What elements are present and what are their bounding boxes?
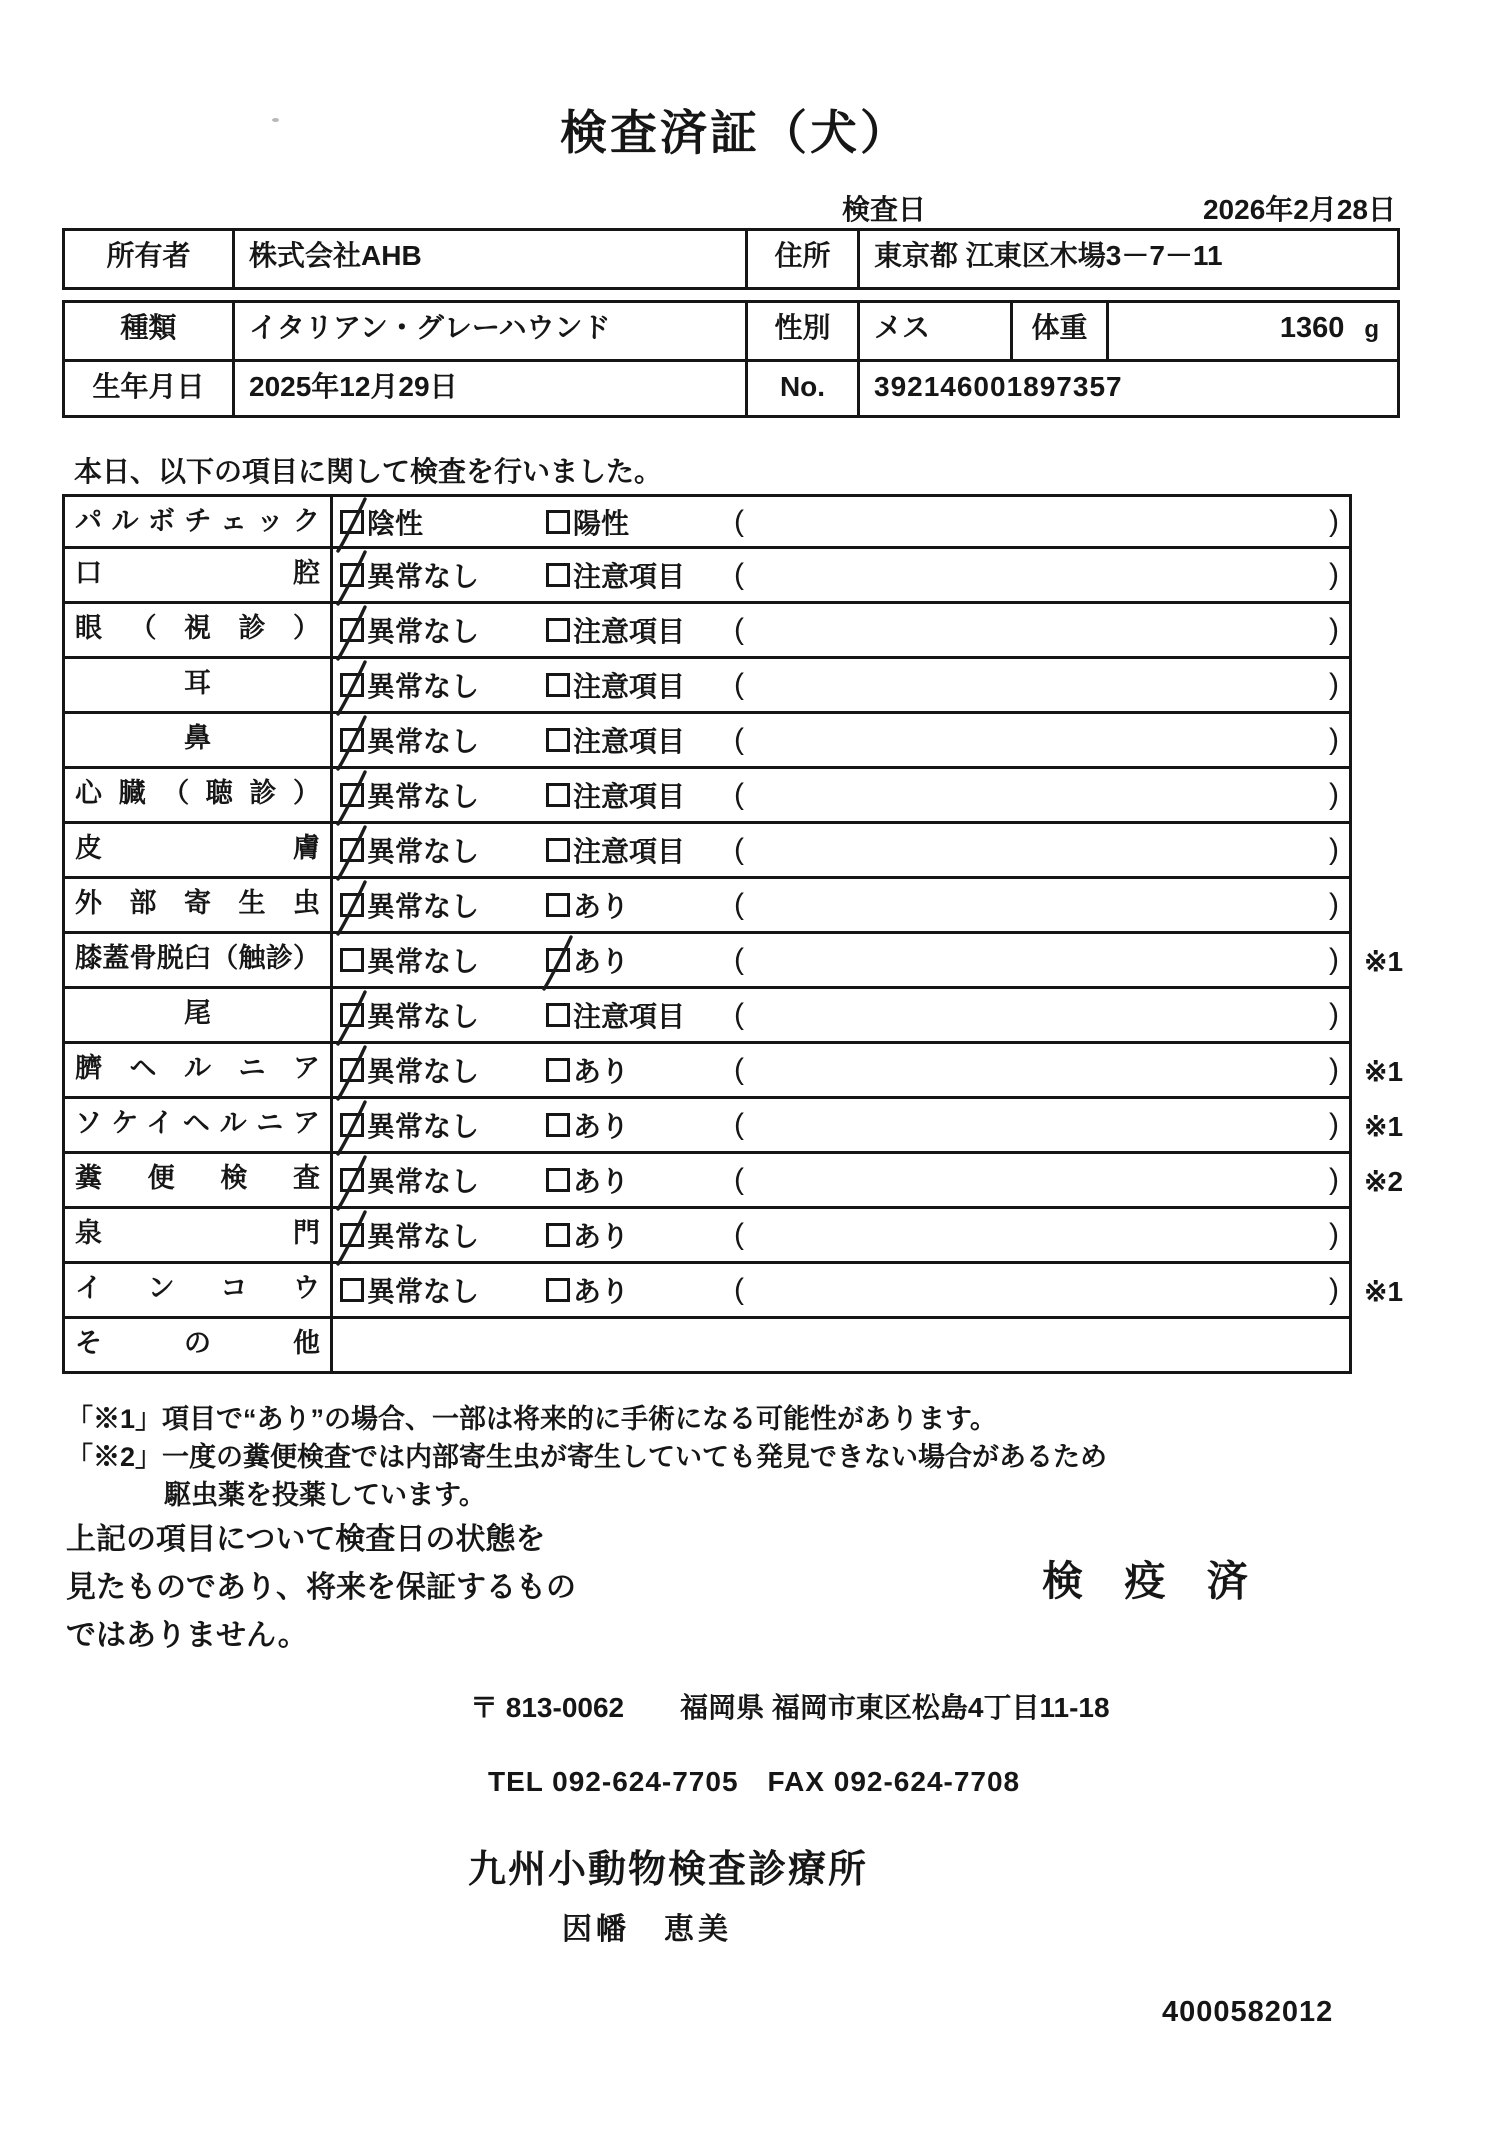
- open-paren: (: [734, 504, 744, 538]
- weight-value-cell: [1109, 303, 1397, 359]
- intro-sentence: 本日、以下の項目に関して検査を行いました。: [74, 456, 663, 487]
- checkbox-option-2: [546, 1003, 570, 1027]
- handwritten-check-mark: [335, 879, 369, 937]
- checklist-option-1: [340, 995, 546, 1035]
- row-footnote-marker: ※1: [1364, 1111, 1404, 1142]
- checklist-option-1: [340, 775, 546, 815]
- sex-value: メス: [860, 303, 1013, 359]
- row-footnote-marker: [1352, 824, 1434, 879]
- checklist-row: [62, 1319, 1434, 1374]
- checklist-item-label: 膝蓋骨脱臼（触診）: [65, 934, 333, 986]
- close-paren: ): [1329, 558, 1339, 591]
- checklist-option-2-label: あり: [573, 1276, 630, 1307]
- checkbox-option-1: [340, 1058, 364, 1082]
- remarks-field: [734, 613, 1349, 647]
- checklist-option-2-label: 注意項目: [573, 561, 686, 592]
- checklist-row: [62, 1099, 1434, 1154]
- checkbox-option-1: [340, 1003, 364, 1027]
- remarks-field: [734, 1273, 1349, 1307]
- open-paren: (: [734, 833, 744, 866]
- checklist-row: [62, 604, 1434, 659]
- open-paren: (: [734, 613, 744, 646]
- inspection-date-label: 検査日: [842, 194, 927, 225]
- checklist-row: [62, 1209, 1434, 1264]
- checkbox-option-2: [546, 783, 570, 807]
- close-paren: ): [1329, 1108, 1339, 1141]
- checkbox-option-1: [340, 618, 364, 642]
- row-footnote-marker: ※1: [1364, 946, 1404, 977]
- owner-address-label: 住所: [748, 231, 860, 287]
- handwritten-check-mark: [335, 714, 369, 772]
- checklist-row: [62, 934, 1434, 989]
- checklist-option-2: [546, 555, 734, 595]
- close-paren: ): [1329, 778, 1339, 811]
- birth-date-value: 2025年12月29日: [235, 362, 748, 415]
- clinic-name: 九州小動物検査診療所: [468, 1849, 869, 1891]
- checklist-option-2: [546, 665, 734, 705]
- close-paren: ): [1329, 833, 1339, 866]
- checklist-option-2-label: あり: [573, 1111, 630, 1142]
- checklist-item-label: ソケイヘルニア: [65, 1099, 333, 1151]
- checklist-option-1-label: 異常なし: [367, 836, 480, 867]
- close-paren: ): [1329, 1053, 1339, 1086]
- remarks-field: [734, 723, 1349, 757]
- handwritten-check-mark: [335, 659, 369, 717]
- birth-date-label: 生年月日: [65, 362, 235, 415]
- checklist-option-1: [340, 830, 546, 870]
- checklist-item-label: パルボチェック: [65, 497, 333, 546]
- checklist-option-2: [546, 995, 734, 1035]
- row-footnote-marker: [1352, 714, 1434, 769]
- checklist-item-label: インコウ: [65, 1264, 333, 1316]
- remarks-field: [734, 1218, 1349, 1252]
- checklist-option-2-label: あり: [573, 891, 630, 922]
- open-paren: (: [734, 723, 744, 756]
- open-paren: (: [734, 1218, 744, 1251]
- checklist-table: [62, 494, 1434, 1374]
- checkbox-option-2: [546, 838, 570, 862]
- close-paren: ): [1329, 504, 1339, 538]
- close-paren: ): [1329, 613, 1339, 646]
- checklist-row: [62, 549, 1434, 604]
- handwritten-check-mark: [541, 934, 575, 992]
- disclaimer-line-2: 見たものであり、将来を保証するもの: [66, 1571, 576, 1604]
- disclaimer-line-3: ではありません。: [66, 1619, 308, 1652]
- open-paren: (: [734, 943, 744, 976]
- checklist-row: [62, 1044, 1434, 1099]
- checklist-item-label: 眼（視診）: [65, 604, 333, 656]
- checklist-item-label: 鼻: [65, 714, 333, 766]
- checkbox-option-2: [546, 893, 570, 917]
- checklist-row: [62, 824, 1434, 879]
- close-paren: ): [1329, 668, 1339, 701]
- row-footnote-marker: [1352, 1209, 1434, 1264]
- checkbox-option-2: [546, 1168, 570, 1192]
- row-footnote-marker: [1352, 549, 1434, 604]
- checkbox-option-1: [340, 1223, 364, 1247]
- checkbox-option-1: [340, 948, 364, 972]
- checklist-option-1-label: 異常なし: [367, 726, 480, 757]
- remarks-field: [734, 778, 1349, 812]
- checklist-option-2-label: あり: [573, 946, 630, 977]
- registration-no-value: 392146001897357: [874, 371, 1123, 402]
- checkbox-option-1: [340, 673, 364, 697]
- owner-table: [62, 228, 1400, 290]
- checkbox-option-1: [340, 838, 364, 862]
- checklist-option-2-label: 注意項目: [573, 726, 686, 757]
- checklist-option-1: [340, 665, 546, 705]
- owner-address-value: 東京都 江東区木場3－7－11: [874, 240, 1223, 271]
- checklist-option-2: [546, 775, 734, 815]
- row-footnote-marker: [1352, 494, 1434, 549]
- checklist-option-1-label: 異常なし: [367, 1221, 480, 1252]
- close-paren: ): [1329, 1163, 1339, 1196]
- handwritten-check-mark: [335, 824, 369, 882]
- remarks-field: [734, 558, 1349, 592]
- handwritten-check-mark: [335, 1044, 369, 1102]
- checkbox-option-1: [340, 563, 364, 587]
- checklist-option-1-label: 異常なし: [367, 1276, 480, 1307]
- checklist-option-1-label: 異常なし: [367, 1166, 480, 1197]
- dog-info-table: [62, 300, 1400, 418]
- checkbox-option-2: [546, 510, 570, 534]
- clinic-address-line: [470, 1686, 1110, 1726]
- checklist-row: [62, 494, 1434, 549]
- checkbox-option-1: [340, 728, 364, 752]
- checklist-option-2: [546, 1215, 734, 1255]
- checklist-option-2: [546, 1050, 734, 1090]
- document-number: 4000582012: [1162, 1996, 1334, 2028]
- checkbox-option-2: [546, 1278, 570, 1302]
- owner-label: 所有者: [65, 231, 235, 287]
- dog-info-row-2: [65, 359, 1397, 415]
- checklist-option-2-label: 注意項目: [573, 836, 686, 867]
- checkbox-option-1: [340, 1113, 364, 1137]
- checkbox-option-2: [546, 948, 570, 972]
- breed-value: イタリアン・グレーハウンド: [235, 303, 748, 359]
- checkbox-option-2: [546, 1223, 570, 1247]
- checklist-option-1-label: 異常なし: [367, 1001, 480, 1032]
- open-paren: (: [734, 1053, 744, 1086]
- checklist-option-2: [546, 1270, 734, 1310]
- remarks-field: [734, 1163, 1349, 1197]
- handwritten-check-mark: [335, 1209, 369, 1267]
- checklist-row: [62, 1264, 1434, 1319]
- checklist-option-1: [340, 1050, 546, 1090]
- checklist-row: [62, 879, 1434, 934]
- dog-info-row-1: [65, 303, 1397, 359]
- remarks-field: [734, 943, 1349, 977]
- checklist-option-1-label: 陰性: [367, 507, 424, 539]
- checklist-option-2: [546, 830, 734, 870]
- row-footnote-marker: ※2: [1364, 1166, 1404, 1197]
- footnote-2-line-1: 「※2」一度の糞便検査では内部寄生虫が寄生していても発見できない場合があるため: [66, 1442, 1108, 1472]
- checklist-option-2: [546, 610, 734, 650]
- row-footnote-marker: [1352, 989, 1434, 1044]
- row-footnote-marker: ※1: [1364, 1056, 1404, 1087]
- row-footnote-marker: [1352, 604, 1434, 659]
- checklist-option-1-label: 異常なし: [367, 781, 480, 812]
- checklist-option-2-label: 注意項目: [573, 781, 686, 812]
- remarks-field: [734, 1108, 1349, 1142]
- checklist-option-1-label: 異常なし: [367, 891, 480, 922]
- handwritten-check-mark: [335, 496, 369, 554]
- remarks-field: [734, 998, 1349, 1032]
- checkbox-option-1: [340, 1168, 364, 1192]
- weight-label: 体重: [1013, 303, 1109, 359]
- checklist-option-2-label: 注意項目: [573, 1001, 686, 1032]
- checklist-option-2-label: あり: [573, 1056, 630, 1087]
- clinic-tel-fax: TEL 092-624-7705 FAX 092-624-7708: [488, 1766, 1021, 1797]
- checklist-option-1-label: 異常なし: [367, 1056, 480, 1087]
- footnote-2-line-2: 駆虫薬を投薬しています。: [164, 1480, 486, 1510]
- checklist-option-2: [546, 1160, 734, 1200]
- remarks-field: [734, 833, 1349, 867]
- checklist-option-1-label: 異常なし: [367, 671, 480, 702]
- checkbox-option-2: [546, 1113, 570, 1137]
- handwritten-check-mark: [335, 989, 369, 1047]
- checklist-option-1-label: 異常なし: [367, 1111, 480, 1142]
- open-paren: (: [734, 1273, 744, 1306]
- remarks-field: [734, 668, 1349, 702]
- checklist-item-label: 臍ヘルニア: [65, 1044, 333, 1096]
- checklist-option-1: [340, 1270, 546, 1310]
- registration-no-label: No.: [748, 362, 860, 415]
- row-footnote-marker: [1352, 659, 1434, 714]
- checkbox-option-1: [340, 1278, 364, 1302]
- inspection-date-value: 2026年2月28日: [1202, 194, 1396, 225]
- checklist-option-2-label: 陽性: [573, 507, 630, 539]
- checklist-option-1: [340, 1215, 546, 1255]
- footnote-1: 「※1」項目で“あり”の場合、一部は将来的に手術になる可能性があります。: [66, 1404, 997, 1434]
- checklist-option-2: [546, 885, 734, 925]
- open-paren: (: [734, 778, 744, 811]
- checklist-option-1: [340, 885, 546, 925]
- checklist-row: [62, 989, 1434, 1044]
- checklist-row: [62, 659, 1434, 714]
- checklist-item-label: 耳: [65, 659, 333, 711]
- checkbox-option-1: [340, 783, 364, 807]
- handwritten-check-mark: [335, 1154, 369, 1212]
- clinic-postal-code: 〒 813-0062: [470, 1692, 625, 1723]
- close-paren: ): [1329, 723, 1339, 756]
- remarks-field: [734, 505, 1349, 539]
- open-paren: (: [734, 1163, 744, 1196]
- weight-value: 1360: [1279, 312, 1345, 344]
- veterinarian-name: 因幡 恵美: [562, 1913, 732, 1946]
- weight-unit: g: [1364, 316, 1379, 343]
- checklist-option-1-label: 異常なし: [367, 561, 480, 592]
- checklist-item-label: 外部寄生虫: [65, 879, 333, 931]
- breed-label: 種類: [65, 303, 235, 359]
- open-paren: (: [734, 1108, 744, 1141]
- checklist-option-1: [340, 555, 546, 595]
- checklist-option-1: [340, 940, 546, 980]
- row-footnote-marker: ※1: [1364, 1276, 1404, 1307]
- checklist-option-1: [340, 720, 546, 760]
- checklist-item-label: その他: [65, 1319, 333, 1371]
- open-paren: (: [734, 888, 744, 921]
- close-paren: ): [1329, 943, 1339, 976]
- checklist-row: [62, 714, 1434, 769]
- clinic-address: 福岡県 福岡市東区松島4丁目11-18: [680, 1692, 1110, 1723]
- disclaimer-text: [66, 1516, 576, 1660]
- checklist-item-label: 心臓（聴診）: [65, 769, 333, 821]
- open-paren: (: [734, 668, 744, 701]
- checkbox-option-1: [340, 510, 364, 534]
- checklist-item-label: 口腔: [65, 549, 333, 601]
- checkbox-option-2: [546, 563, 570, 587]
- checklist-option-2: [546, 720, 734, 760]
- handwritten-check-mark: [335, 769, 369, 827]
- sex-label: 性別: [748, 303, 860, 359]
- checklist-item-label: 尾: [65, 989, 333, 1041]
- checklist-option-1: [340, 1160, 546, 1200]
- checklist-item-label: 泉門: [65, 1209, 333, 1261]
- row-footnote-marker: [1352, 879, 1434, 934]
- checkbox-option-2: [546, 618, 570, 642]
- checklist-option-1-label: 異常なし: [367, 616, 480, 647]
- checkbox-option-2: [546, 673, 570, 697]
- checklist-option-1-label: 異常なし: [367, 946, 480, 977]
- checklist-option-2-label: 注意項目: [573, 616, 686, 647]
- close-paren: ): [1329, 1218, 1339, 1251]
- checklist-option-1: [340, 610, 546, 650]
- close-paren: ): [1329, 998, 1339, 1031]
- close-paren: ): [1329, 888, 1339, 921]
- checklist-item-label: 皮膚: [65, 824, 333, 876]
- checklist-item-label: 糞便検査: [65, 1154, 333, 1206]
- checklist-row: [62, 1154, 1434, 1209]
- row-footnote-marker: [1352, 1319, 1434, 1374]
- checklist-option-2-label: あり: [573, 1221, 630, 1252]
- checklist-option-2: [546, 1105, 734, 1145]
- checkbox-option-2: [546, 1058, 570, 1082]
- checklist-option-1: [340, 502, 546, 542]
- disclaimer-line-1: 上記の項目について検査日の状態を: [66, 1523, 546, 1556]
- remarks-field: [734, 888, 1349, 922]
- remarks-field: [734, 1053, 1349, 1087]
- owner-row: [65, 231, 1397, 287]
- checklist-option-2-label: 注意項目: [573, 671, 686, 702]
- checklist-row: [62, 769, 1434, 824]
- footnotes: [66, 1400, 1107, 1514]
- open-paren: (: [734, 998, 744, 1031]
- checkbox-option-2: [546, 728, 570, 752]
- handwritten-check-mark: [335, 604, 369, 662]
- close-paren: ): [1329, 1273, 1339, 1306]
- handwritten-check-mark: [335, 1099, 369, 1157]
- checklist-option-2-label: あり: [573, 1166, 630, 1197]
- row-footnote-marker: [1352, 769, 1434, 824]
- checklist-option-2: [546, 502, 734, 542]
- open-paren: (: [734, 558, 744, 591]
- owner-value: 株式会社AHB: [235, 231, 748, 287]
- handwritten-check-mark: [335, 549, 369, 607]
- quarantine-passed-stamp: 検 疫 済: [1042, 1558, 1263, 1604]
- document-title: 検査済証（犬）: [560, 106, 910, 159]
- checklist-option-2: [546, 940, 734, 980]
- checklist-option-1: [340, 1105, 546, 1145]
- checkbox-option-1: [340, 893, 364, 917]
